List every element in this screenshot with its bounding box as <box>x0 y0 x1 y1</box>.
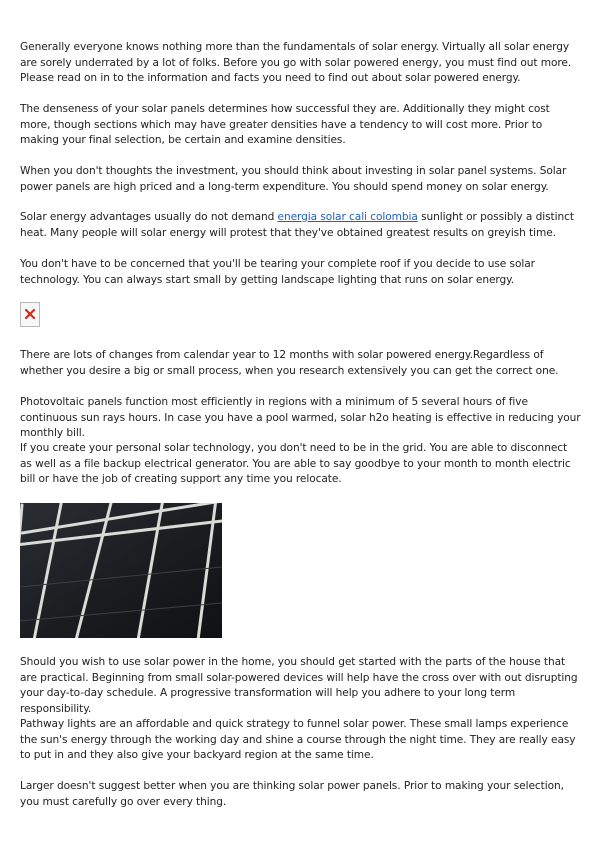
paragraph-larger: Larger doesn't suggest better when you are thinking solar power panels. Prior to making your selection, you must carefully go over every thing. <box>20 780 564 808</box>
energia-solar-link[interactable]: energia solar cali colombia <box>277 211 418 223</box>
paragraph-text-after-link: sunlight or possibly a distinct heat. Many people will solar energy will protest that they've obtained greatest results on greyish time. <box>20 211 574 239</box>
solar-panel-photo <box>20 503 222 638</box>
paragraph-intro: Generally everyone knows nothing more than the fundamentals of solar energy. Virtually all solar energy are sorely underrated by a lot of folks. Before you go with solar powered energy, you must find out more. Please read on in to the information and facts you need to find out about solar powered energy. <box>20 41 572 85</box>
paragraph-densities: The denseness of your solar panels determines how successful they are. Additionally they might cost more, though sections which may have greater densities have a tendency to will cost more. Prior to making your final selection, be certain and examine densities. <box>20 103 550 147</box>
broken-image-icon <box>20 302 40 327</box>
red-x-icon <box>25 309 35 319</box>
paragraph-text-before-link: Solar energy advantages usually do not demand <box>20 211 278 223</box>
paragraph-pathway: Pathway lights are an affordable and quick strategy to funnel solar power. These small lamps experience the sun's energy through the working day and shine a course through the night time. They are really easy to put in and they also give your backyard region at the same time. <box>20 718 576 762</box>
paragraph-changes: There are lots of changes from calendar year to 12 months with solar powered energy.Regardless of whether you desire a big or small process, when you research extensively you can get the correct one. <box>20 349 559 377</box>
paragraph-grid: If you create your personal solar technology, you don't need to be in the grid. You are able to disconnect as well as a file backup electrical generator. You are able to say goodbye to your month to month electric bill or have the job of creating support any time you relocate. <box>20 442 571 486</box>
paragraph-photovoltaic: Photovoltaic panels function most efficiently in regions with a minimum of 5 several hours of five continuous sun rays hours. In case you have a pool warmed, solar h2o heating is effective in reducing your monthly bill. <box>20 396 581 440</box>
paragraph-investment: When you don't thoughts the investment, you should think about investing in solar panel systems. Solar power panels are high priced and a long-term expenditure. You should spend money on solar energy. <box>20 165 567 193</box>
paragraph-home: Should you wish to use solar power in the home, you should get started with the parts of the house that are practical. Beginning from small solar-powered devices will help have the cross over with out disrupting your day-to-day schedule. A progressive transformation will help you adhere to your long term responsibility. <box>20 656 578 715</box>
paragraph-advantages <box>20 210 582 241</box>
paragraph-roof: You don't have to be concerned that you'll be tearing your complete roof if you decide to use solar technology. You can always start small by getting landscape lighting that runs on solar energy. <box>20 258 535 286</box>
